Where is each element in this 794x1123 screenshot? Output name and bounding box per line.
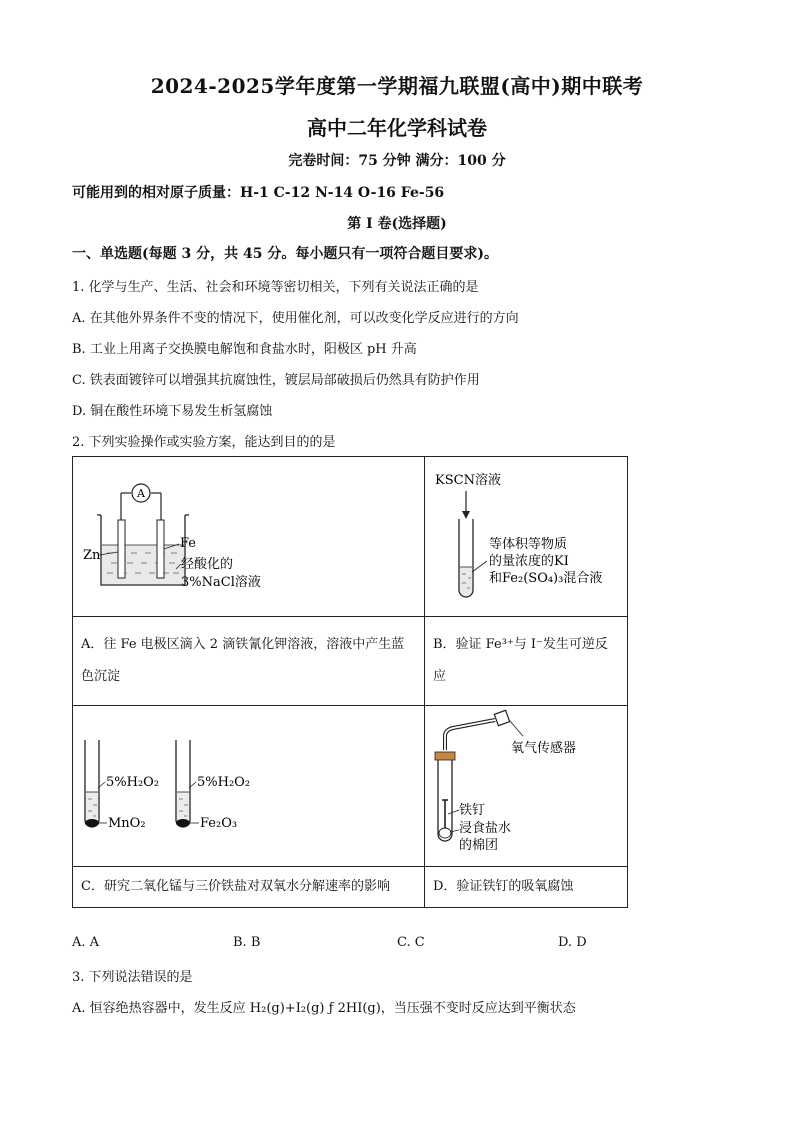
caption-c: C．研究二氧化锰与三价铁盐对双氧水分解速率的影响 [73,867,425,908]
oxygen-absorption-figure [425,706,627,862]
q2-option-c: C. C [397,935,425,950]
part-heading: 第 I 卷(选择题) [347,216,447,232]
svg-text:经酸化的: 经酸化的 [181,557,234,572]
figure-a-cell [73,457,425,617]
svg-text:氧气传感器: 氧气传感器 [511,741,577,756]
q3-stem: 3. 下列说法错误的是 [72,970,193,985]
svg-text:Fe: Fe [180,536,197,551]
exam-subtitle: 高中二年化学科试卷 [307,116,487,140]
sensor-icon [494,710,509,725]
section-heading: 一、单选题(每题 3 分，共 45 分。每小题只有一项符合题目要求)。 [72,246,498,262]
svg-text:KSCN溶液: KSCN溶液 [435,473,501,488]
svg-text:的棉团: 的棉团 [459,838,499,853]
figure-d-cell [425,706,628,867]
svg-text:3%NaCl溶液: 3%NaCl溶液 [181,575,261,590]
q1-option-a: A. 在其他外界条件不变的情况下，使用催化剂，可以改变化学反应进行的方向 [72,311,519,326]
atomic-masses: 可能用到的相对原子质量：H-1 C-12 N-14 O-16 Fe-56 [72,185,445,201]
time-and-score: 完卷时间：75 分钟 满分：100 分 [288,153,506,169]
q1-option-c: C. 铁表面镀锌可以增强其抗腐蚀性，镀层局部破损后仍然具有防护作用 [72,373,480,388]
h2o2-decomposition-figure [73,706,424,862]
stopper-icon [435,752,455,760]
caption-d: D．验证铁钉的吸氧腐蚀 [425,867,628,908]
svg-text:5%H₂O₂: 5%H₂O₂ [106,775,160,790]
svg-text:Fe₂O₃: Fe₂O₃ [200,816,238,831]
figure-c-cell [73,706,425,867]
exam-title: 2024-2025学年度第一学期福九联盟(高中)期中联考 [150,74,644,98]
q1-option-d: D. 铜在酸性环境下易发生析氢腐蚀 [72,404,273,419]
svg-text:等体积等物质: 等体积等物质 [489,537,568,552]
q1-stem: 1. 化学与生产、生活、社会和环境等密切相关，下列有关说法正确的是 [72,280,479,295]
svg-text:浸食盐水: 浸食盐水 [459,821,512,836]
kscn-test-figure [425,457,627,612]
figure-b-cell [425,457,628,617]
svg-text:的量浓度的KI: 的量浓度的KI [489,554,569,569]
q2-option-d: D. D [558,935,587,950]
q1-option-b: B. 工业上用离子交换膜电解饱和食盐水时，阳极区 pH 升高 [72,342,417,357]
electrolysis-figure [73,457,424,612]
q2-option-b: B. B [233,935,261,950]
svg-text:Zn: Zn [83,548,101,563]
svg-text:5%H₂O₂: 5%H₂O₂ [197,775,251,790]
svg-text:和Fe₂(SO₄)₃混合液: 和Fe₂(SO₄)₃混合液 [489,571,603,586]
cotton-icon [439,828,451,838]
svg-text:铁钉: 铁钉 [459,803,486,818]
q2-option-a: A. A [72,935,100,950]
svg-text:MnO₂: MnO₂ [108,816,146,831]
experiment-table [72,456,628,908]
q3-option-a: A. 恒容绝热容器中，发生反应 H₂(g)+I₂(g) ƒ 2HI(g)，当压强不变时反应达到平衡状态 [72,1001,576,1016]
svg-text:A: A [137,487,145,500]
q2-stem: 2. 下列实验操作或实验方案，能达到目的的是 [72,435,336,450]
caption-b: B．验证 Fe³⁺与 I⁻发生可逆反应 [425,617,628,706]
caption-a: A．往 Fe 电极区滴入 2 滴铁氰化钾溶液，溶液中产生蓝色沉淀 [73,617,425,706]
